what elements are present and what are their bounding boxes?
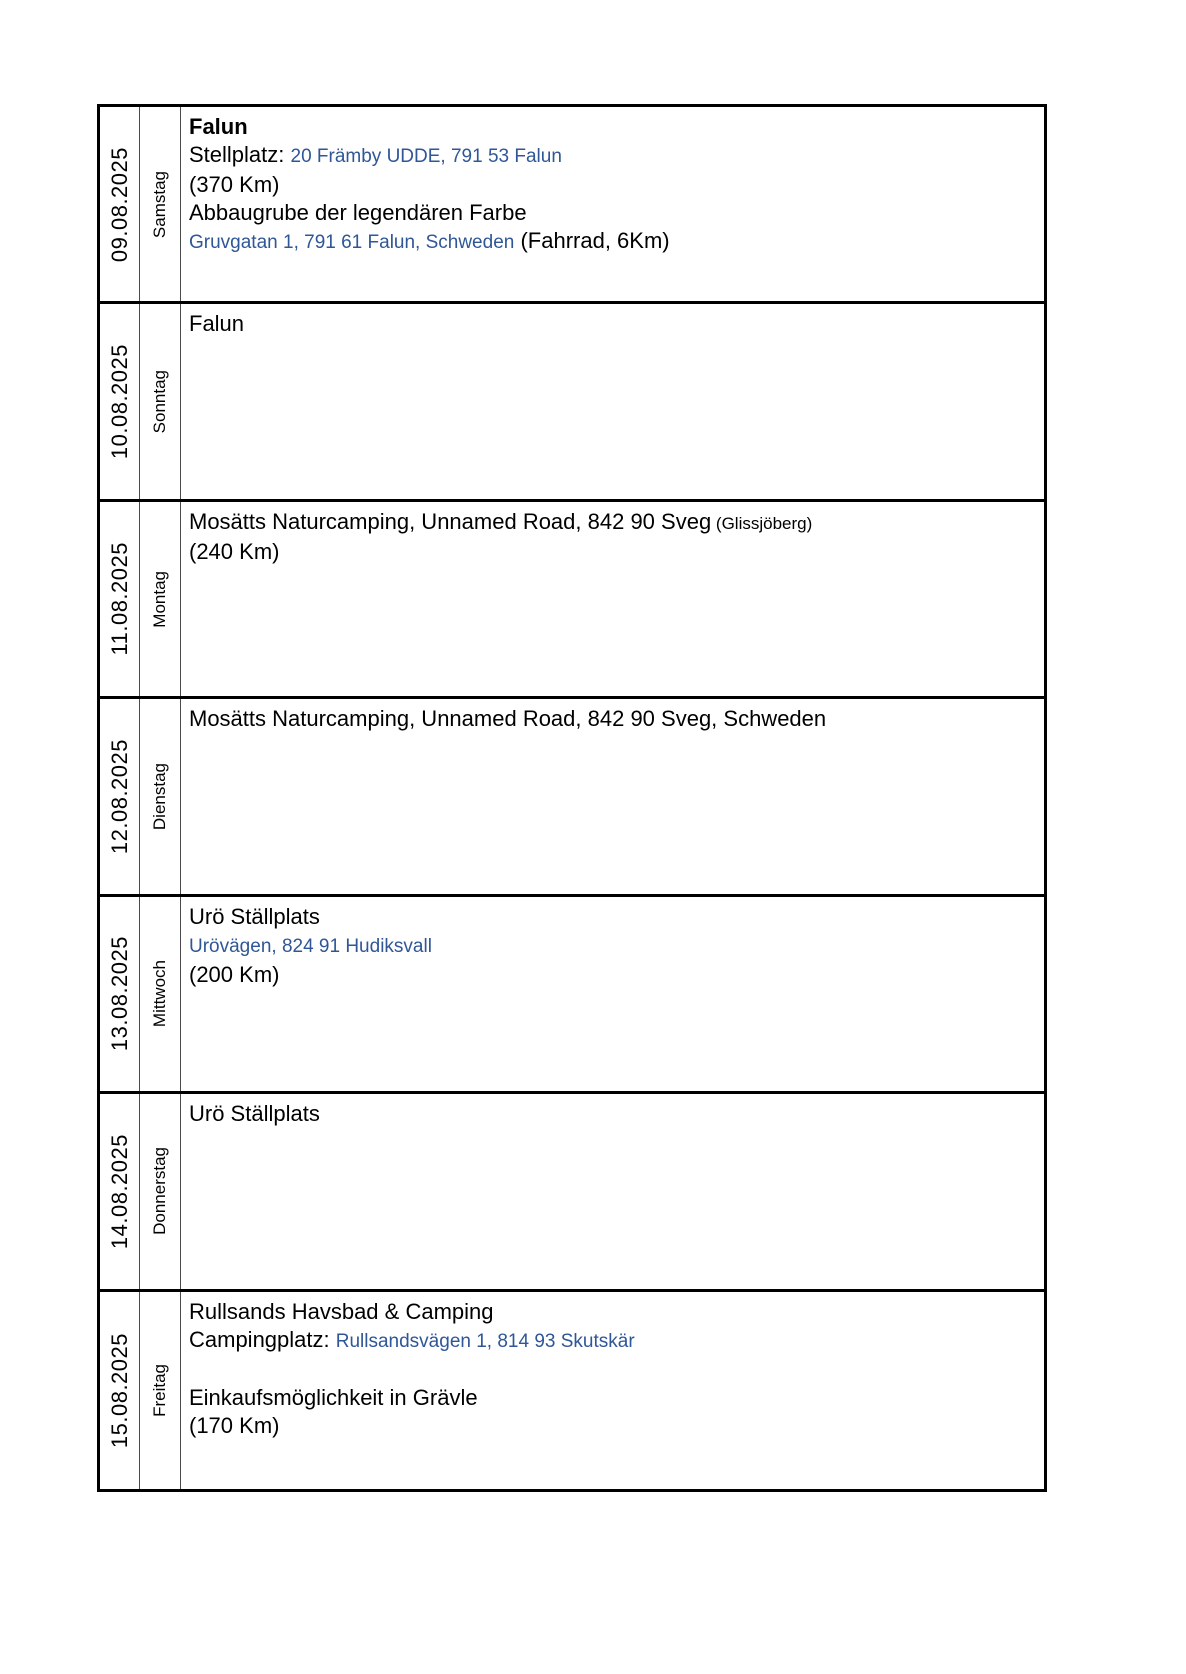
date-label: 12.08.2025 [106, 738, 132, 855]
content-line [189, 1100, 1034, 1128]
location-name: Urö Ställplats [189, 903, 320, 929]
location-name: Rullsands Havsbad & Camping [189, 1298, 494, 1324]
content-line [189, 961, 1034, 989]
date-cell [100, 502, 140, 696]
content-line [189, 171, 1034, 199]
date-cell [100, 304, 140, 498]
content-line [189, 227, 1034, 257]
content-cell [181, 502, 1044, 696]
content-cell [181, 699, 1044, 893]
weekday-cell [140, 897, 181, 1091]
location-name: Falun [189, 114, 248, 139]
content-line [189, 310, 1034, 338]
content-line [189, 1326, 1034, 1356]
date-label: 14.08.2025 [106, 1133, 132, 1249]
content-line [189, 1384, 1034, 1412]
content-cell [181, 1094, 1044, 1288]
content-line [189, 141, 1034, 171]
address-link[interactable]: 20 Främby UDDE, 791 53 Falun [290, 146, 562, 167]
content-line [189, 903, 1034, 931]
weekday-cell [140, 107, 181, 301]
date-label: 15.08.2025 [106, 1332, 132, 1448]
content-line [189, 113, 1034, 141]
weekday-label: Dienstag [150, 762, 169, 831]
itinerary-row [100, 502, 1044, 699]
weekday-label: Montag [150, 570, 169, 628]
date-cell [100, 897, 140, 1091]
content-line [189, 199, 1034, 227]
weekday-cell [140, 1292, 181, 1489]
content-line [189, 538, 1034, 566]
content-line [189, 508, 1034, 538]
address-link[interactable]: Rullsandsvägen 1, 814 93 Skutskär [335, 1330, 635, 1352]
weekday-label: Mittwoch [150, 960, 169, 1028]
date-cell [100, 1094, 140, 1288]
content-line [189, 705, 1034, 733]
distance-label: (200 Km) [189, 961, 280, 987]
travel-note-label: (Fahrrad, 6Km) [514, 228, 670, 253]
activity-label: Einkaufsmöglichkeit in Grävle [189, 1384, 478, 1410]
address-link[interactable]: Gruvgatan 1, 791 61 Falun, Schweden [189, 232, 515, 253]
location-name: Falun [189, 311, 245, 337]
weekday-label: Sonntag [150, 369, 169, 434]
date-cell [100, 699, 140, 893]
content-cell [181, 897, 1044, 1091]
itinerary-row [100, 107, 1044, 304]
weekday-label: Donnerstag [150, 1147, 169, 1236]
date-cell [100, 107, 140, 301]
weekday-cell [140, 1094, 181, 1288]
content-cell [181, 304, 1044, 498]
location-name: Mosätts Naturcamping, Unnamed Road, 842 90 Sveg, Schweden [189, 706, 827, 732]
content-line [189, 931, 1034, 961]
itinerary-row [100, 699, 1044, 896]
date-label: 10.08.2025 [106, 344, 132, 460]
itinerary-row [100, 897, 1044, 1094]
location-name: Urö Ställplats [189, 1101, 320, 1127]
location-name: Mosätts Naturcamping, Unnamed Road, 842 90 Sveg [189, 508, 712, 534]
distance-label: (240 Km) [189, 538, 280, 564]
weekday-label: Freitag [150, 1363, 169, 1417]
content-line [189, 1412, 1034, 1440]
content-cell [181, 107, 1044, 301]
date-cell [100, 1292, 140, 1489]
date-label: 11.08.2025 [106, 542, 132, 656]
stellplatz-label: Stellplatz: [189, 142, 291, 167]
weekday-cell [140, 502, 181, 696]
content-line [189, 1298, 1034, 1326]
itinerary-row [100, 304, 1044, 501]
date-label: 09.08.2025 [106, 146, 132, 262]
distance-label: (370 Km) [189, 172, 280, 197]
blank-line [189, 1356, 1034, 1384]
location-note: (Glissjöberg) [711, 513, 813, 533]
itinerary-row [100, 1094, 1044, 1291]
campingplatz-label: Campingplatz: [189, 1326, 336, 1352]
weekday-cell [140, 699, 181, 893]
address-link[interactable]: Urövägen, 824 91 Hudiksvall [189, 935, 432, 957]
itinerary-row [100, 1292, 1044, 1489]
date-label: 13.08.2025 [106, 936, 132, 1052]
itinerary-table [97, 104, 1047, 1492]
weekday-cell [140, 304, 181, 498]
weekday-label: Samstag [150, 170, 169, 238]
distance-label: (170 Km) [189, 1412, 280, 1438]
activity-label: Abbaugrube der legendären Farbe [189, 200, 527, 225]
content-cell [181, 1292, 1044, 1489]
